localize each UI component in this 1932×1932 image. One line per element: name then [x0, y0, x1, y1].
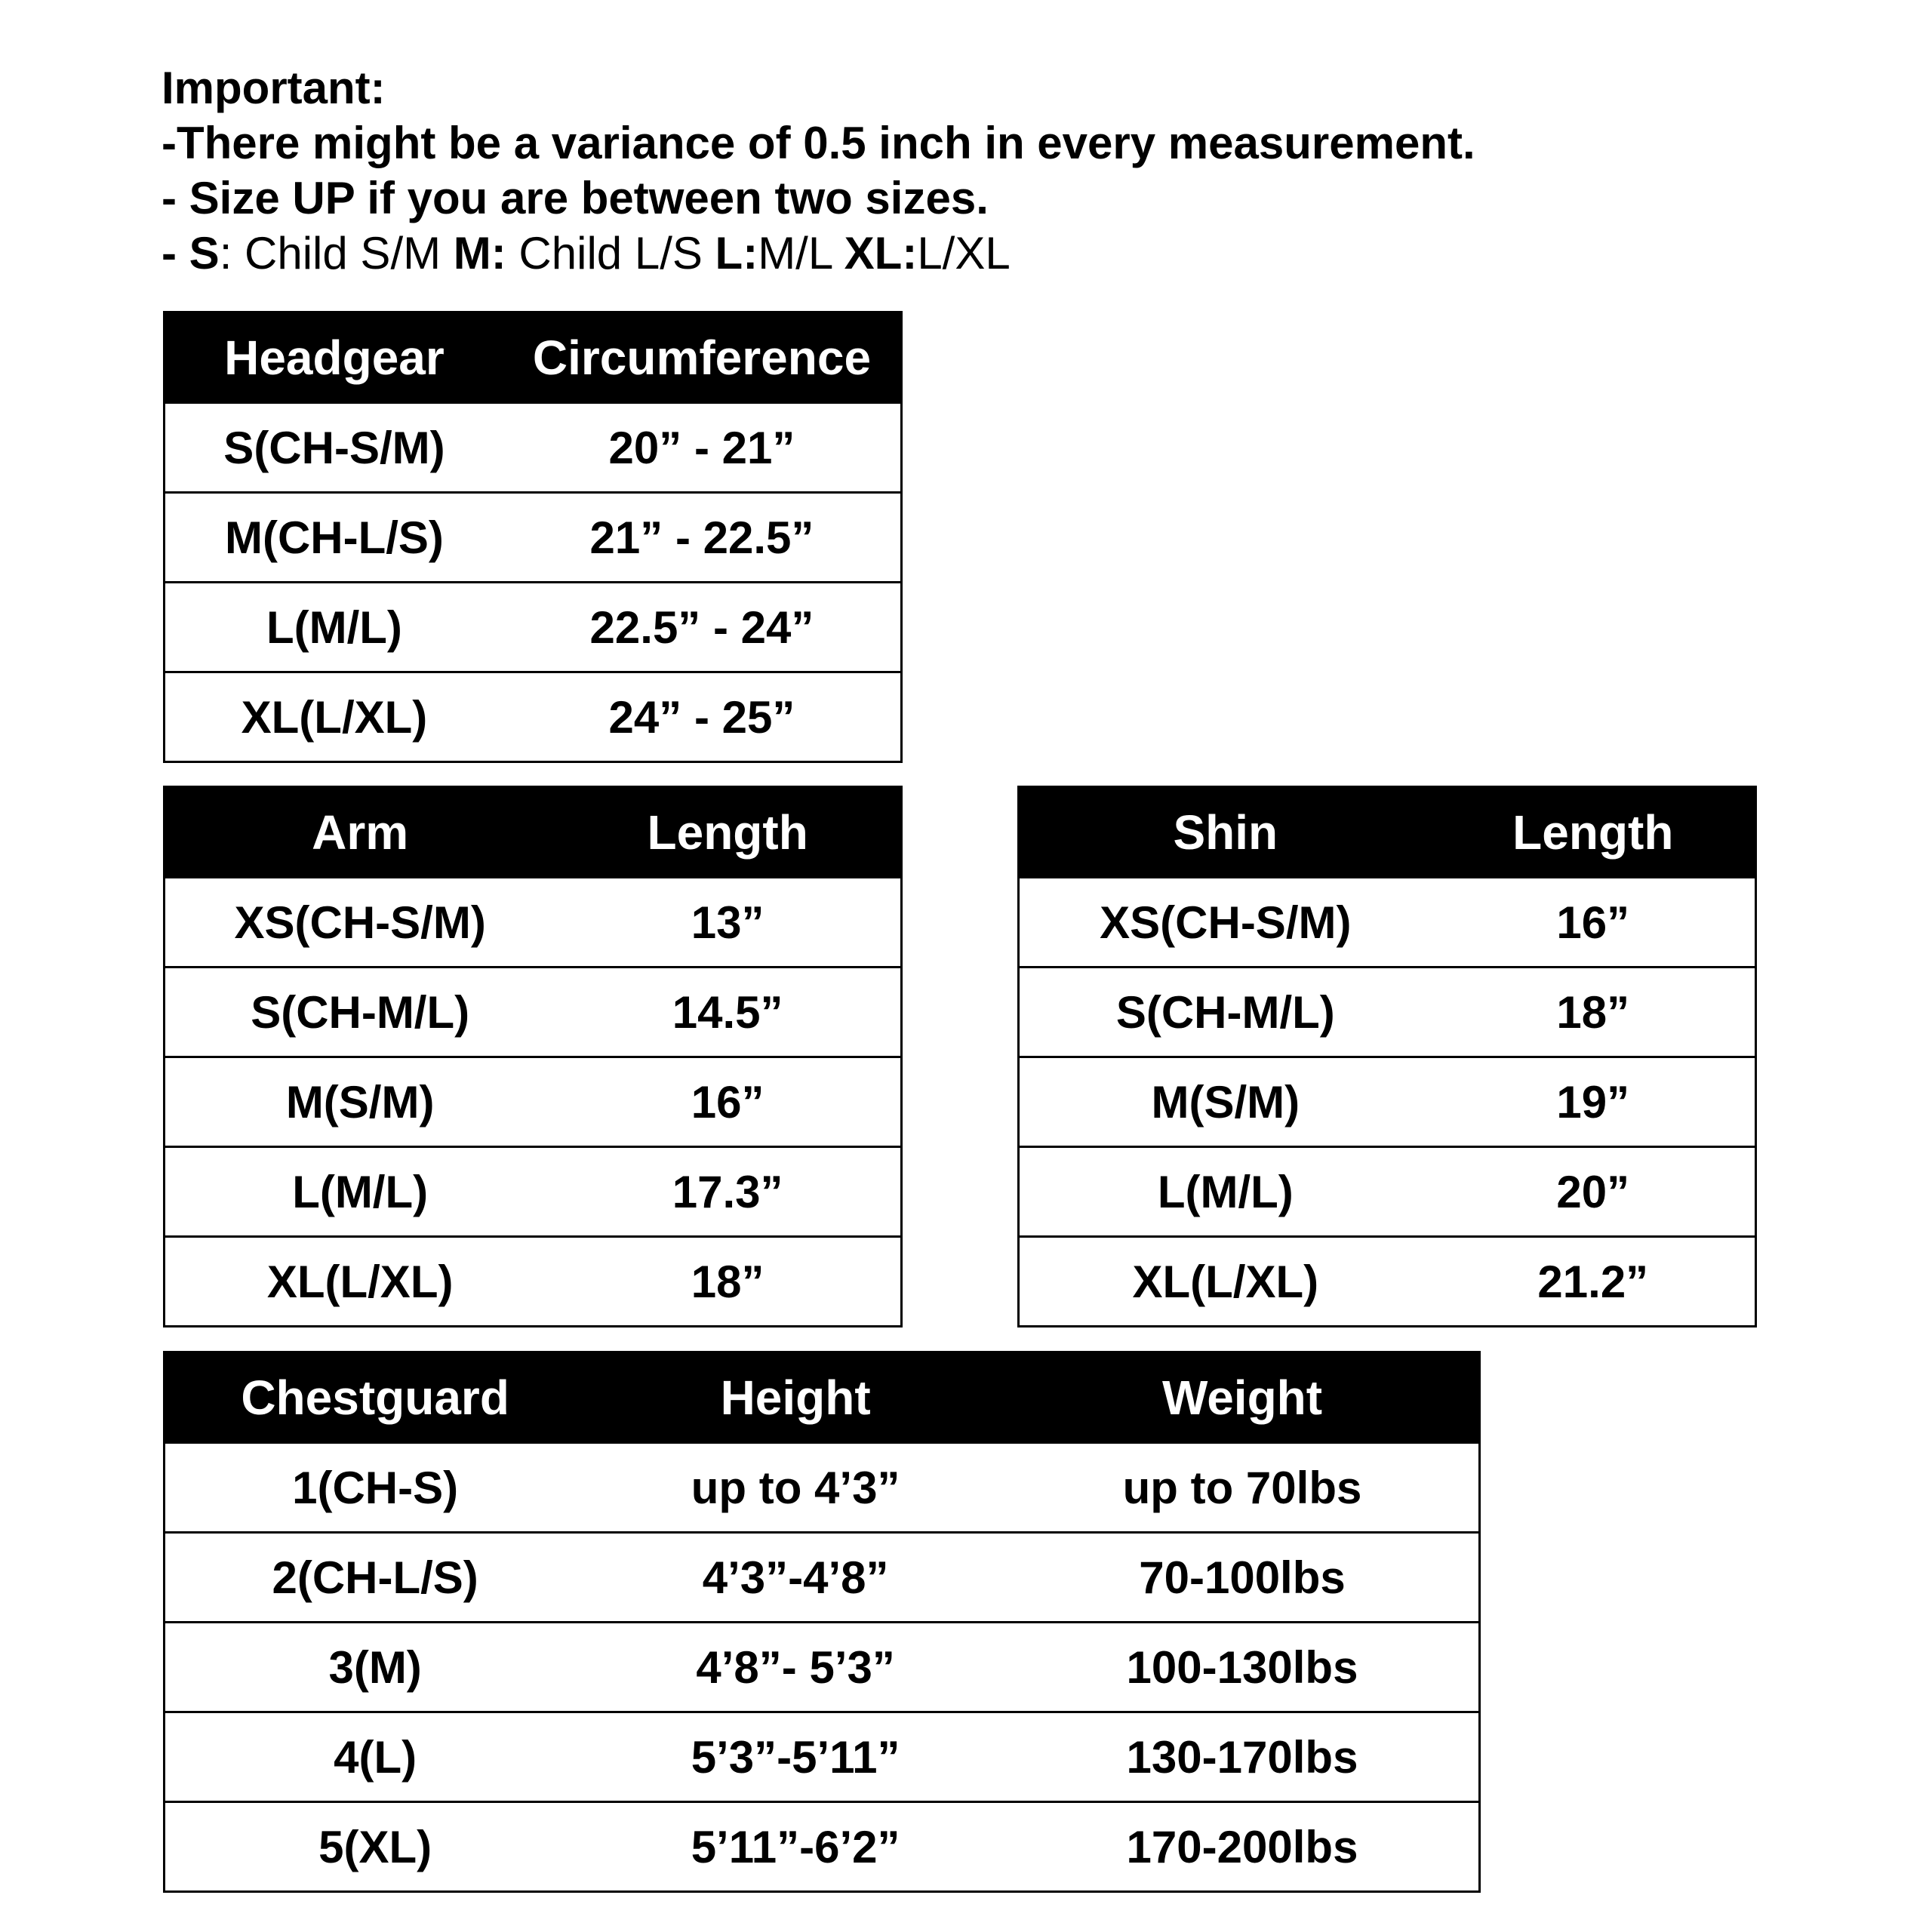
header-chestguard: Chestguard: [165, 1352, 586, 1443]
cell-weight: 170-200lbs: [1006, 1802, 1480, 1892]
header-headgear: Headgear: [165, 312, 503, 403]
arm-size-table: [163, 786, 903, 1327]
cell-height: up to 4’3”: [585, 1443, 1006, 1533]
table-row: [165, 493, 902, 583]
shin-size-table: [1017, 786, 1757, 1327]
table-row: [1019, 1057, 1756, 1147]
cell-weight: 100-130lbs: [1006, 1623, 1480, 1712]
notes-size-up: - Size UP if you are between two sizes.: [162, 173, 989, 223]
table-row: [165, 1712, 1480, 1802]
mapping-l-value: M/L: [758, 228, 844, 278]
cell-length: 18”: [1432, 968, 1756, 1057]
cell-length: 16”: [555, 1057, 901, 1147]
cell-length: 20”: [1432, 1147, 1756, 1237]
cell-weight: up to 70lbs: [1006, 1443, 1480, 1533]
notes-size-mapping: [162, 226, 1671, 281]
mapping-m-value: Child L/S: [506, 228, 715, 278]
cell-size: XL(L/XL): [165, 672, 503, 762]
cell-length: 18”: [555, 1237, 901, 1327]
cell-size: M(S/M): [1019, 1057, 1432, 1147]
header-height: Height: [585, 1352, 1006, 1443]
header-weight: Weight: [1006, 1352, 1480, 1443]
cell-size: L(M/L): [165, 583, 503, 672]
notes-variance: -There might be a variance of 0.5 inch in every measurement.: [162, 118, 1475, 168]
table-row: [165, 1623, 1480, 1712]
cell-size: S(CH-S/M): [165, 403, 503, 493]
header-length: Length: [555, 787, 901, 878]
mapping-s-key: S: [189, 228, 220, 278]
header-circumference: Circumference: [503, 312, 902, 403]
headgear-size-table: [163, 311, 903, 763]
header-shin: Shin: [1019, 787, 1432, 878]
cell-size: 4(L): [165, 1712, 586, 1802]
cell-height: 5’3”-5’11”: [585, 1712, 1006, 1802]
table-row: [165, 1533, 1480, 1623]
header-arm: Arm: [165, 787, 555, 878]
cell-length: 16”: [1432, 878, 1756, 968]
cell-size: XL(L/XL): [1019, 1237, 1432, 1327]
cell-size: M(CH-L/S): [165, 493, 503, 583]
cell-size: L(M/L): [1019, 1147, 1432, 1237]
cell-circumference: 21” - 22.5”: [503, 493, 902, 583]
cell-height: 5’11”-6’2”: [585, 1802, 1006, 1892]
cell-length: 21.2”: [1432, 1237, 1756, 1327]
table-row: [165, 1443, 1480, 1533]
cell-length: 17.3”: [555, 1147, 901, 1237]
table-header-row: [165, 787, 902, 878]
mapping-dash: -: [162, 228, 189, 278]
table-row: [1019, 878, 1756, 968]
table-row: [1019, 1237, 1756, 1327]
table-header-row: [165, 312, 902, 403]
cell-size: M(S/M): [165, 1057, 555, 1147]
cell-circumference: 22.5” - 24”: [503, 583, 902, 672]
table-row: [165, 403, 902, 493]
cell-size: 5(XL): [165, 1802, 586, 1892]
cell-height: 4’8”- 5’3”: [585, 1623, 1006, 1712]
cell-size: S(CH-M/L): [165, 968, 555, 1057]
cell-size: XS(CH-S/M): [1019, 878, 1432, 968]
table-row: [165, 583, 902, 672]
mapping-s-value: Child S/M: [232, 228, 454, 278]
mapping-xl-value: L/XL: [917, 228, 1011, 278]
cell-height: 4’3”-4’8”: [585, 1533, 1006, 1623]
important-notes: [162, 60, 1671, 281]
cell-size: 3(M): [165, 1623, 586, 1712]
table-row: [165, 1147, 902, 1237]
mapping-l-key: L:: [715, 228, 758, 278]
table-header-row: [1019, 787, 1756, 878]
cell-length: 19”: [1432, 1057, 1756, 1147]
cell-size: L(M/L): [165, 1147, 555, 1237]
table-row: [165, 1057, 902, 1147]
mapping-s-colon: :: [219, 228, 232, 278]
notes-heading: Important:: [162, 63, 386, 113]
cell-circumference: 20” - 21”: [503, 403, 902, 493]
cell-size: 2(CH-L/S): [165, 1533, 586, 1623]
cell-weight: 130-170lbs: [1006, 1712, 1480, 1802]
cell-circumference: 24” - 25”: [503, 672, 902, 762]
mapping-xl-key: XL:: [844, 228, 918, 278]
table-header-row: [165, 1352, 1480, 1443]
mapping-m-key: M:: [453, 228, 506, 278]
cell-length: 13”: [555, 878, 901, 968]
table-row: [165, 968, 902, 1057]
cell-size: 1(CH-S): [165, 1443, 586, 1533]
table-row: [1019, 968, 1756, 1057]
table-row: [165, 1802, 1480, 1892]
header-length: Length: [1432, 787, 1756, 878]
cell-size: XS(CH-S/M): [165, 878, 555, 968]
cell-size: XL(L/XL): [165, 1237, 555, 1327]
cell-weight: 70-100lbs: [1006, 1533, 1480, 1623]
cell-length: 14.5”: [555, 968, 901, 1057]
table-row: [165, 672, 902, 762]
cell-size: S(CH-M/L): [1019, 968, 1432, 1057]
chestguard-size-table: [163, 1351, 1481, 1893]
table-row: [165, 1237, 902, 1327]
table-row: [1019, 1147, 1756, 1237]
table-row: [165, 878, 902, 968]
